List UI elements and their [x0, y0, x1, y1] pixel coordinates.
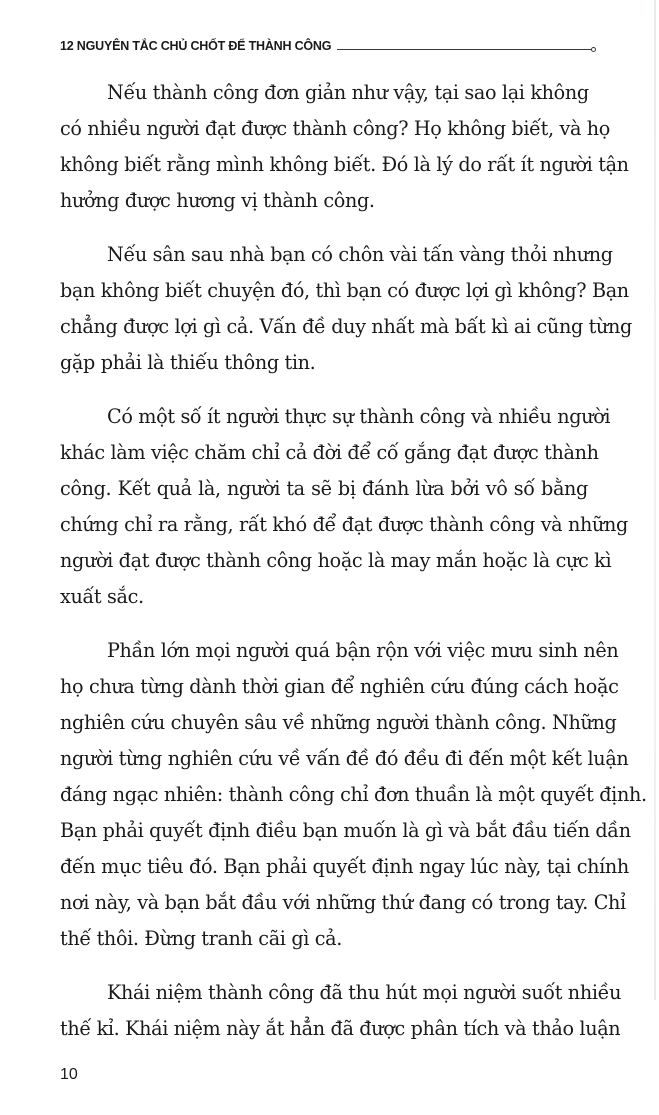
- text-line: Nếu sân sau nhà bạn có chôn vài tấn vàng thỏi nhưng: [107, 243, 613, 266]
- text-line: bạn không biết chuyện đó, thì bạn có được lợi gì không? Bạn: [60, 279, 629, 302]
- text-line: nơi này, và bạn bắt đầu với những thứ đang có trong tay. Chỉ: [60, 891, 626, 914]
- text-line: có nhiều người đạt được thành công? Họ không biết, và họ: [60, 117, 610, 140]
- text-line: Khái niệm thành công đã thu hút mọi người suốt nhiều: [107, 981, 622, 1004]
- page-number: 10: [60, 1066, 78, 1083]
- text-line: gặp phải là thiếu thông tin.: [60, 351, 316, 374]
- text-line: công. Kết quả là, người ta sẽ bị đánh lừa bởi vô số bằng: [60, 477, 588, 500]
- text-line: khác làm việc chăm chỉ cả đời để cố gắng đạt được thành: [60, 441, 599, 464]
- text-line: đáng ngạc nhiên: thành công chỉ đơn thuần là một quyết định.: [60, 783, 647, 806]
- text-line: thế thôi. Đừng tranh cãi gì cả.: [60, 927, 343, 950]
- text-line: Bạn phải quyết định điều bạn muốn là gì và bắt đầu tiến dần: [60, 819, 631, 842]
- paragraph: [60, 633, 647, 957]
- text-line: họ chưa từng dành thời gian để nghiên cứu đúng cách hoặc: [60, 675, 619, 698]
- page-edge: [654, 0, 656, 1000]
- text-line: chẳng được lợi gì cả. Vấn đề duy nhất mà bất kì ai cũng từng: [60, 315, 632, 338]
- text-line: không biết rằng mình không biết. Đó là lý do rất ít người tận: [60, 153, 629, 176]
- paragraph: [60, 399, 628, 615]
- rule-end-circle-icon: [591, 47, 596, 52]
- text-line: người từng nghiên cứu về vấn đề đó đều đi đến một kết luận: [60, 747, 629, 770]
- text-line: Phần lớn mọi người quá bận rộn với việc mưu sinh nên: [107, 639, 619, 662]
- body-text: [60, 0, 647, 1047]
- paragraph: [60, 237, 632, 381]
- paragraph: [60, 75, 629, 219]
- running-head-title: 12 NGUYÊN TẮC CHỦ CHỐT ĐỂ THÀNH CÔNG: [60, 39, 332, 53]
- text-line: chứng chỉ ra rằng, rất khó để đạt được thành công và những: [60, 513, 628, 536]
- text-line: xuất sắc.: [60, 585, 144, 608]
- text-line: hưởng được hương vị thành công.: [60, 189, 375, 212]
- text-line: người đạt được thành công hoặc là may mắn hoặc là cực kì: [60, 549, 612, 572]
- text-line: nghiên cứu chuyên sâu về những người thành công. Những: [60, 711, 617, 734]
- text-line: Có một số ít người thực sự thành công và nhiều người: [107, 405, 611, 428]
- text-line: Nếu thành công đơn giản như vậy, tại sao lại không: [107, 81, 589, 104]
- text-line: thế kỉ. Khái niệm này ắt hẳn đã được phân tích và thảo luận: [60, 1017, 621, 1040]
- text-line: đến mục tiêu đó. Bạn phải quyết định ngay lúc này, tại chính: [60, 855, 629, 878]
- paragraph: [60, 975, 622, 1047]
